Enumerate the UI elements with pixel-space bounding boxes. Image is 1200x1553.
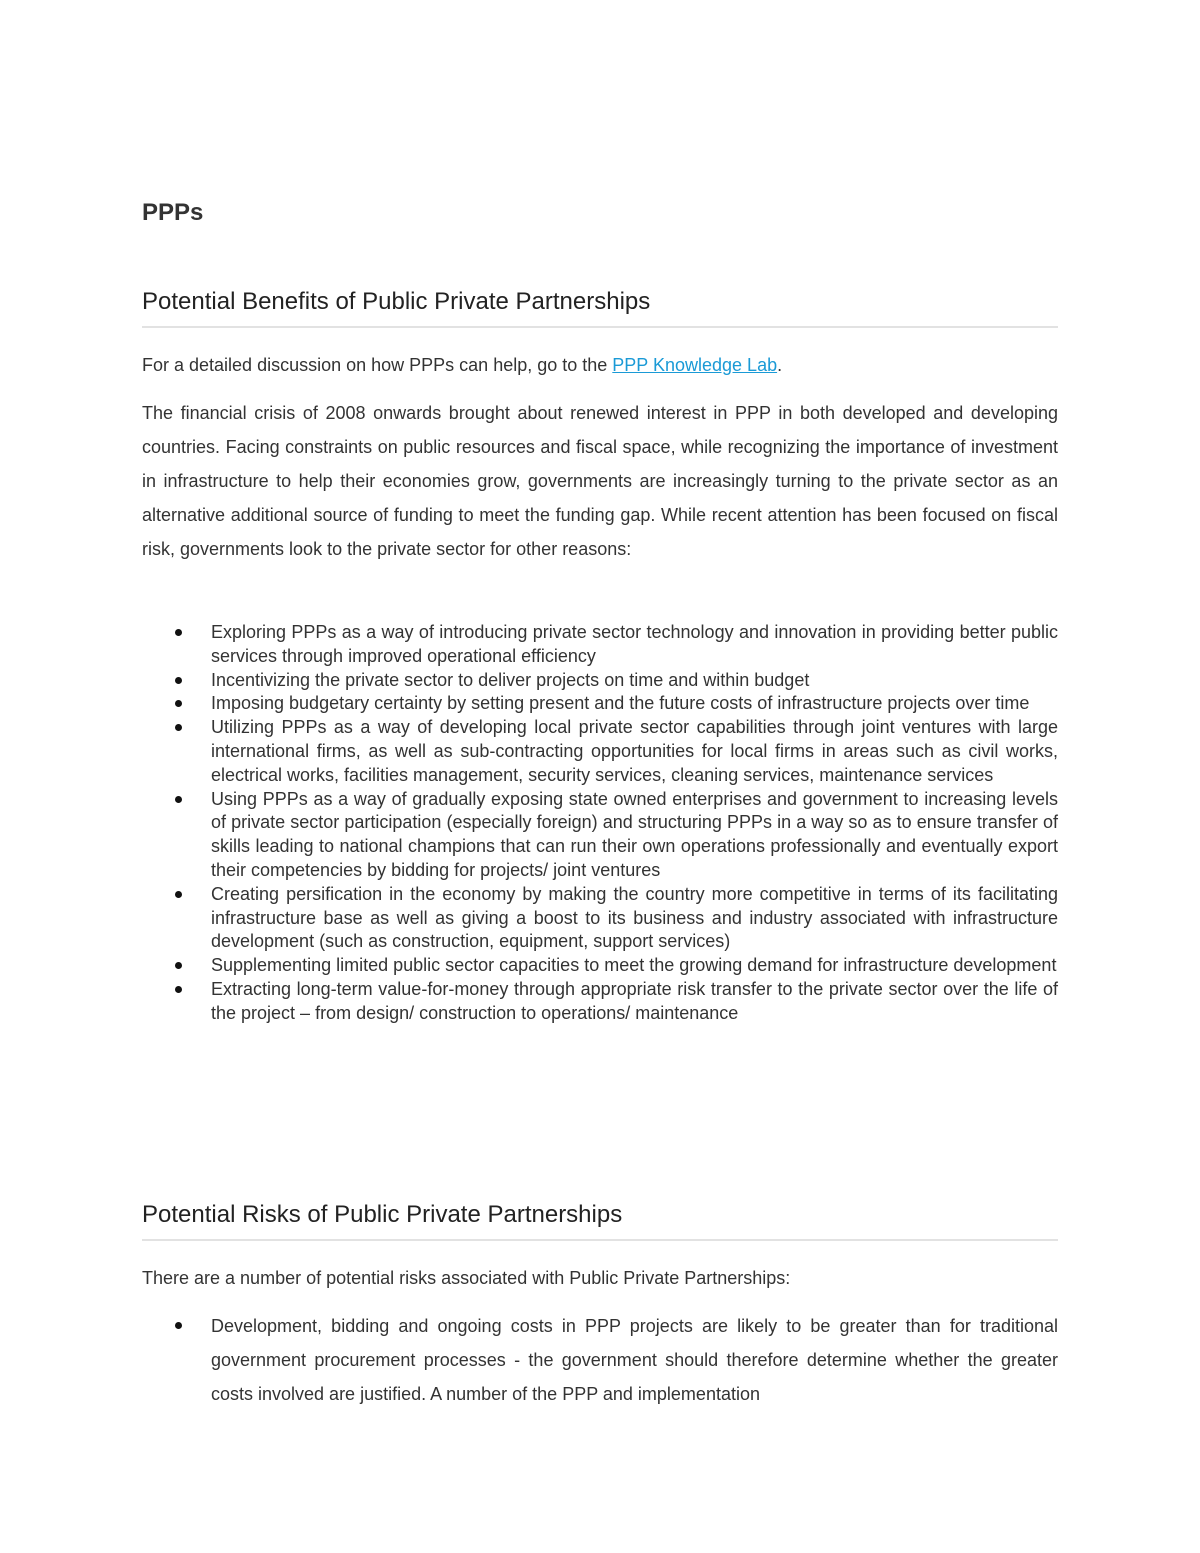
bullet-icon xyxy=(175,891,182,898)
bullet-icon xyxy=(175,962,182,969)
list-item-text: Exploring PPPs as a way of introducing private sector technology and innovation in providing better public services through improved operational efficiency xyxy=(211,622,1058,666)
bullet-icon xyxy=(175,1322,182,1329)
list-item xyxy=(142,954,1058,978)
list-item-text: Extracting long-term value-for-money through appropriate risk transfer to the private sector over the life of the project – from design/ construction to operations/ maintenance xyxy=(211,978,1058,1023)
list-item xyxy=(142,1309,1058,1411)
list-item-text: Creating persification in the economy by making the country more competitive in terms of its facilitating infrastructure base as well as giving a boost to its business and industry associated with infrastructure development (such as construction, equipment, support services) xyxy=(211,883,1058,952)
list-item xyxy=(142,716,1058,787)
risks-list xyxy=(142,1309,1058,1411)
list-item xyxy=(142,669,1058,693)
bullet-icon xyxy=(175,724,182,731)
benefits-heading: Potential Benefits of Public Private Partnerships xyxy=(142,286,1058,328)
list-item-text: Utilizing PPPs as a way of developing local private sector capabilities through joint ventures with large international firms, as well as sub-contracting opportunities for local firms in areas such as civil works, electrical works, facilities management, security services, cleaning services, maintenance services xyxy=(211,717,1058,785)
list-item xyxy=(142,978,1058,1026)
benefits-paragraph: The financial crisis of 2008 onwards brought about renewed interest in PPP in both developed and developing countries. Facing constraints on public resources and fiscal space, while recognizing the importance of investment in infrastructure to help their economies grow, governments are increasingly turning to the private sector as an alternative additional source of funding to meet the funding gap. While recent attention has been focused on fiscal risk, governments look to the private sector for other reasons: xyxy=(142,403,1058,559)
list-item xyxy=(142,883,1058,954)
risks-heading: Potential Risks of Public Private Partnerships xyxy=(142,1199,1058,1241)
risks-intro: There are a number of potential risks associated with Public Private Partnerships: xyxy=(142,1268,791,1288)
bullet-icon xyxy=(175,629,182,636)
list-item-text: Incentivizing the private sector to deliver projects on time and within budget xyxy=(211,669,810,690)
list-item xyxy=(142,692,1058,716)
benefits-intro xyxy=(142,351,1058,379)
list-item-text: Using PPPs as a way of gradually exposing state owned enterprises and government to increasing levels of private sector participation (especially foreign) and structuring PPPs in a way so as to ensure transfer of skills leading to national champions that can run their own operations professionally and eventually export their competencies by bidding for projects/ joint ventures xyxy=(211,788,1058,880)
list-item xyxy=(142,621,1058,669)
list-item-text: Supplementing limited public sector capacities to meet the growing demand for infrastructure development xyxy=(211,955,1057,976)
benefits-intro-prefix: For a detailed discussion on how PPPs can help, go to the xyxy=(142,355,613,375)
list-item-text: Development, bidding and ongoing costs in PPP projects are likely to be greater than for traditional government procurement processes - the government should therefore determine whether the greater costs involved are justified. A number of the PPP and implementation xyxy=(211,1316,1058,1404)
bullet-icon xyxy=(175,796,182,803)
benefits-list xyxy=(142,621,1058,1026)
bullet-icon xyxy=(175,986,182,993)
list-item-text: Imposing budgetary certainty by setting present and the future costs of infrastructure projects over time xyxy=(211,693,1030,714)
ppp-knowledge-lab-link[interactable]: PPP Knowledge Lab xyxy=(612,355,778,375)
bullet-icon xyxy=(175,677,182,684)
list-item xyxy=(142,788,1058,883)
bullet-icon xyxy=(175,700,182,707)
benefits-intro-suffix: . xyxy=(777,355,783,375)
page-title: PPPs xyxy=(142,199,204,226)
